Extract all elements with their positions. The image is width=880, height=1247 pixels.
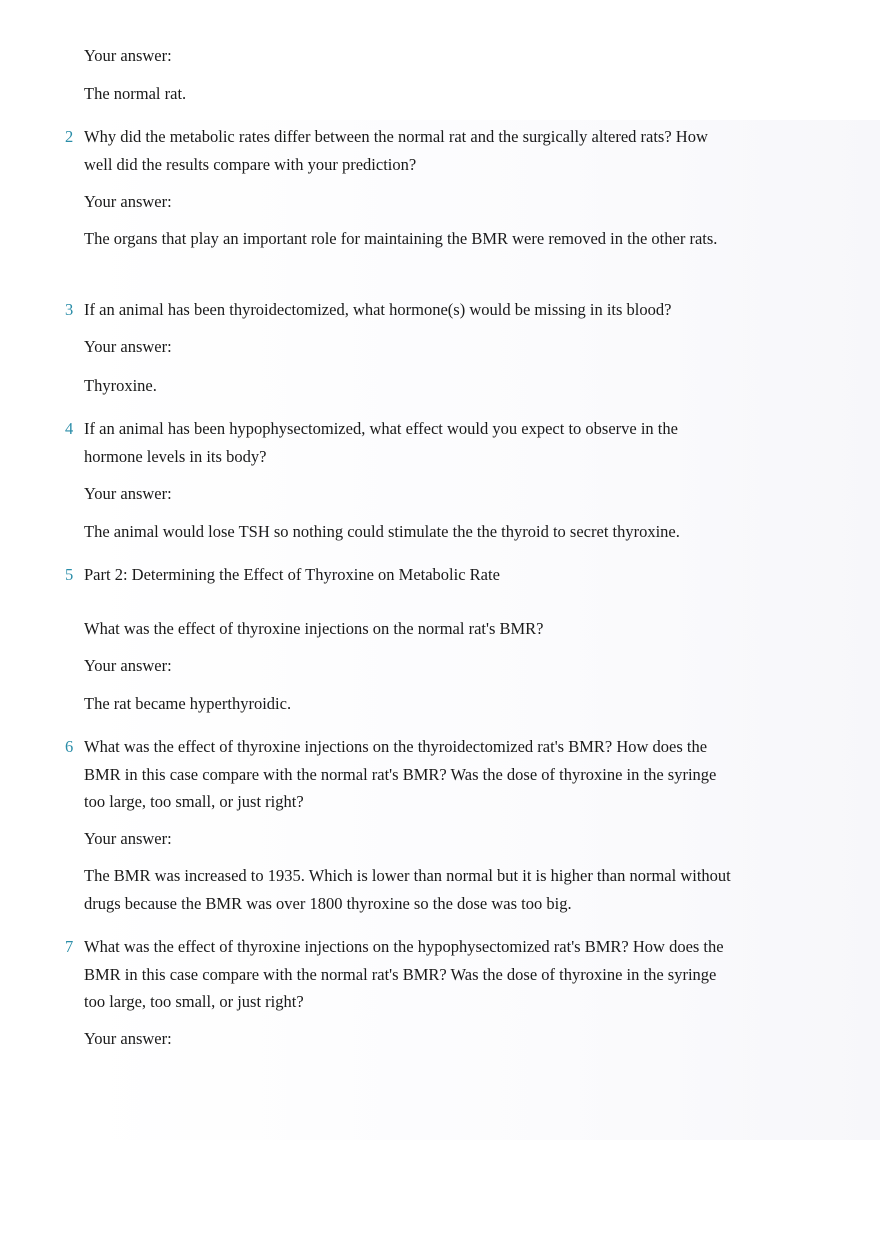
question-text: What was the effect of thyroxine injections on the thyroidectomized rat's BMR? How does the BMR in this case compare with the normal rat's BMR? Was the dose of thyroxine in the syringe too large, too small, or just right?	[84, 737, 717, 811]
question-text: Why did the metabolic rates differ between the normal rat and the surgically altered rats? How well did the results compare with your prediction?	[84, 127, 708, 174]
question-number: 7	[65, 937, 74, 956]
answer-label: Your answer:	[84, 656, 172, 675]
question-7	[65, 933, 734, 1016]
question-2	[65, 123, 734, 178]
answer-label: Your answer:	[84, 1029, 172, 1048]
question-text: If an animal has been hypophysectomized, what effect would you expect to observe in the hormone levels in its body?	[84, 419, 678, 466]
question-text: If an animal has been thyroidectomized, what hormone(s) would be missing in its blood?	[84, 300, 672, 319]
question-subtext: What was the effect of thyroxine injections on the normal rat's BMR?	[84, 619, 544, 638]
question-number: 4	[65, 419, 74, 438]
answer-text: The rat became hyperthyroidic.	[84, 694, 292, 713]
answer-text: The organs that play an important role for maintaining the BMR were removed in the other rats.	[84, 229, 718, 248]
question-6	[65, 733, 734, 816]
question-5	[65, 561, 734, 589]
question-number: 6	[65, 737, 74, 756]
answer-text: Thyroxine.	[84, 376, 157, 395]
question-text: Part 2: Determining the Effect of Thyroxine on Metabolic Rate	[84, 565, 500, 584]
question-number: 2	[65, 127, 74, 146]
answer-text: The animal would lose TSH so nothing could stimulate the the thyroid to secret thyroxine.	[84, 522, 680, 541]
answer-label: Your answer:	[84, 192, 172, 211]
question-text: What was the effect of thyroxine injections on the hypophysectomized rat's BMR? How does the BMR in this case compare with the normal rat's BMR? Was the dose of thyroxine in the syringe too large, too small, or just right?	[84, 937, 724, 1011]
answer-label: Your answer:	[84, 337, 172, 356]
question-3	[65, 296, 734, 324]
answer-label: Your answer:	[84, 46, 172, 65]
answer-text: The normal rat.	[84, 84, 187, 103]
question-number: 3	[65, 300, 74, 319]
question-4	[65, 415, 734, 470]
answer-label: Your answer:	[84, 829, 172, 848]
question-number: 5	[65, 565, 74, 584]
answer-text: The BMR was increased to 1935. Which is lower than normal but it is higher than normal without drugs because the BMR was over 1800 thyroxine so the dose was too big.	[84, 866, 731, 913]
answer-label: Your answer:	[84, 484, 172, 503]
